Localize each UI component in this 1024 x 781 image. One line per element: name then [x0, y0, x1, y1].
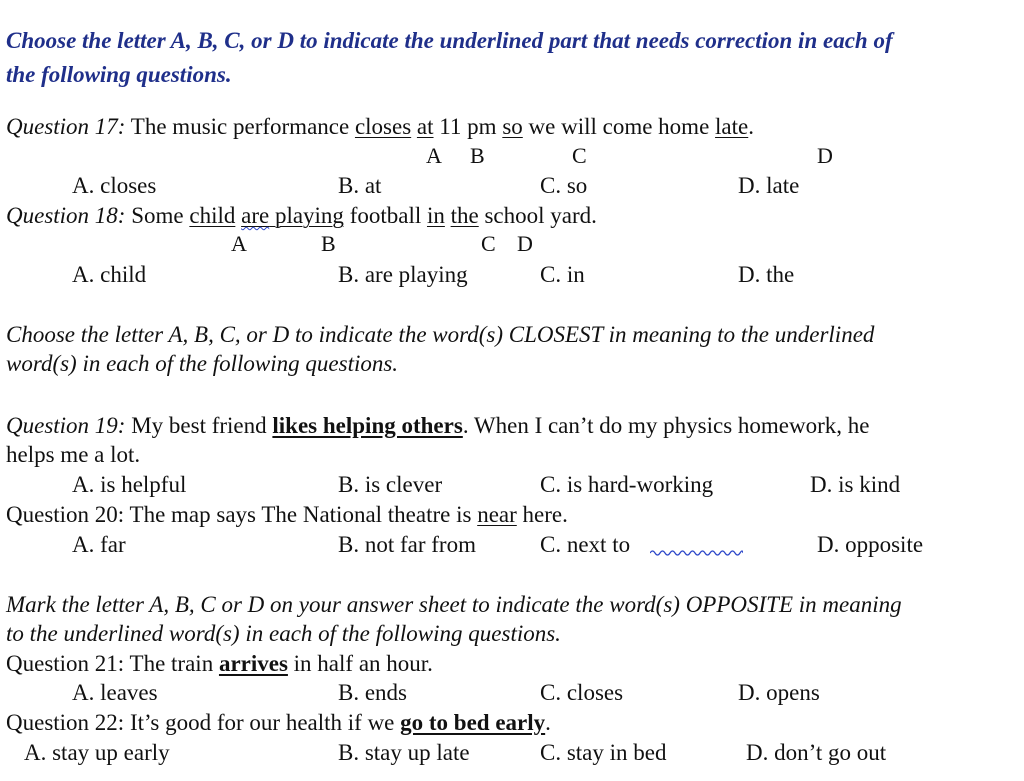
question-17-sentence: Question 17: The music performance closes at 11 pm so we will come home late. — [6, 114, 754, 139]
q20-option-b[interactable]: B. not far from — [338, 532, 476, 557]
q17-marker-c: C — [572, 143, 587, 168]
question-19-sentence-line2: helps me a lot. — [6, 442, 141, 467]
q20-option-a[interactable]: A. far — [72, 532, 126, 557]
q22-option-d[interactable]: D. don’t go out — [746, 740, 887, 765]
section2-instruction-line1: Choose the letter A, B, C, or D to indicate the word(s) CLOSEST in meaning to the underlined — [6, 322, 875, 347]
q20-option-d[interactable]: D. opposite — [817, 532, 924, 557]
q18-option-a[interactable]: A. child — [72, 262, 147, 287]
q17-option-c[interactable]: C. so — [540, 173, 588, 198]
q18-underline-c: in — [426, 203, 445, 228]
q22-option-a[interactable]: A. stay up early — [24, 740, 170, 765]
question-21-sentence: Question 21: The train arrives in half an hour. — [6, 651, 433, 676]
q17-marker-d: D — [817, 143, 833, 168]
section1-instruction-line2: the following questions. — [6, 62, 232, 87]
q19-option-c[interactable]: C. is hard-working — [540, 472, 714, 497]
q18-option-c[interactable]: C. in — [540, 262, 585, 287]
q20-option-c[interactable]: C. next to — [540, 532, 631, 557]
q19-option-d[interactable]: D. is kind — [810, 472, 901, 497]
q18-underline-a: child — [189, 203, 236, 228]
q17-underline-a: closes — [354, 114, 412, 139]
q18-underline-d: the — [450, 203, 479, 228]
q17-underline-d: late — [715, 114, 749, 139]
q17-underline-b: at — [416, 114, 434, 139]
q18-marker-c: C — [481, 231, 496, 256]
q17-option-a[interactable]: A. closes — [72, 173, 157, 198]
q22-option-c[interactable]: C. stay in bed — [540, 740, 667, 765]
q18-grammar-squiggle: are — [241, 203, 270, 228]
q21-option-a[interactable]: A. leaves — [72, 680, 158, 705]
spellcheck-squiggle — [650, 547, 743, 557]
question-22-label: Question 22: — [6, 710, 125, 735]
question-18-sentence: Question 18: Some child are playing football in the school yard. — [6, 203, 597, 228]
q20-underlined-word: near — [477, 502, 517, 527]
q17-option-b[interactable]: B. at — [338, 173, 382, 198]
q17-marker-b: B — [470, 143, 485, 168]
q19-option-b[interactable]: B. is clever — [338, 472, 443, 497]
q17-option-d[interactable]: D. late — [738, 173, 800, 198]
question-20-label: Question 20: — [6, 502, 125, 527]
question-19-sentence: Question 19: My best friend likes helping others. When I can’t do my physics homework, he — [6, 413, 870, 438]
question-19-label: Question 19: — [6, 413, 126, 438]
question-17-label: Question 17: — [6, 114, 126, 139]
q18-option-b[interactable]: B. are playing — [338, 262, 468, 287]
q21-option-d[interactable]: D. opens — [738, 680, 820, 705]
section3-instruction-line1: Mark the letter A, B, C or D on your answer sheet to indicate the word(s) OPPOSITE in meaning — [6, 592, 902, 617]
question-21-label: Question 21: — [6, 651, 125, 676]
q18-marker-a: A — [231, 231, 247, 256]
q22-underlined-phrase: go to bed early — [400, 710, 546, 735]
q21-option-b[interactable]: B. ends — [338, 680, 407, 705]
q18-marker-d: D — [517, 231, 533, 256]
q17-marker-a: A — [426, 143, 442, 168]
question-22-sentence: Question 22: It’s good for our health if we go to bed early. — [6, 710, 551, 735]
q18-option-d[interactable]: D. the — [738, 262, 795, 287]
q18-underline-b: are playing — [241, 203, 344, 228]
question-18-label: Question 18: — [6, 203, 126, 228]
q17-underline-c: so — [502, 114, 523, 139]
q19-underlined-phrase: likes helping others — [272, 413, 463, 438]
section1-instruction-line1: Choose the letter A, B, C, or D to indicate the underlined part that needs correction in each of — [6, 28, 893, 53]
section3-instruction-line2: to the underlined word(s) in each of the following questions. — [6, 621, 561, 646]
section2-instruction-line2: word(s) in each of the following questions. — [6, 351, 399, 376]
question-20-sentence: Question 20: The map says The National theatre is near here. — [6, 502, 568, 527]
q21-underlined-word: arrives — [218, 651, 288, 676]
q19-option-a[interactable]: A. is helpful — [72, 472, 187, 497]
q22-option-b[interactable]: B. stay up late — [338, 740, 470, 765]
q21-option-c[interactable]: C. closes — [540, 680, 624, 705]
q18-marker-b: B — [321, 231, 336, 256]
